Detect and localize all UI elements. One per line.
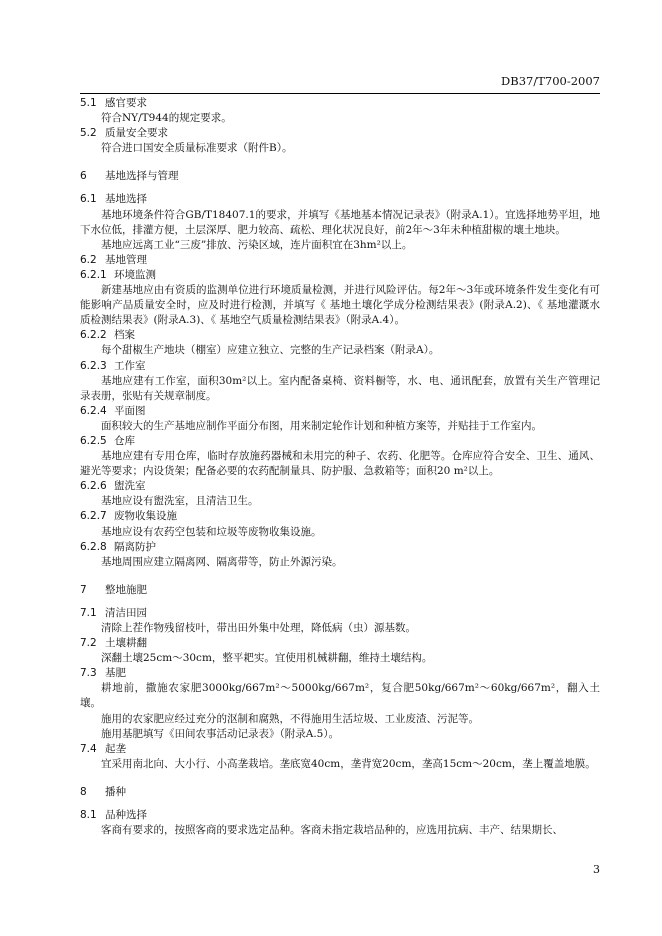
section-6-2-1-heading: 6.2.1 环境监测 (80, 268, 156, 281)
section-7-2-heading: 7.2 土壤耕翻 (80, 637, 147, 650)
section-6-2-3-text: 基地应建有工作室，面积30m²以上。室内配备桌椅、资料橱等，水、电、通讯配套，放置有关生产管理记录表册，张贴有关规章制度。 (80, 374, 600, 402)
section-6-1-text-2: 基地应远离工业“三废”排放、污染区域，连片面积宜在3hm²以上。 (101, 238, 413, 251)
section-6-2-6-heading: 6.2.6 盥洗室 (80, 480, 146, 493)
section-6-2-2-heading: 6.2.2 档案 (80, 329, 135, 342)
section-6-1-heading: 6.1 基地选择 (80, 193, 147, 206)
section-6-2-8-text: 基地周围应建立隔离网、隔离带等，防止外源污染。 (101, 555, 343, 568)
section-6-2-heading: 6.2 基地管理 (80, 253, 147, 266)
section-6-2-5-text: 基地应建有专用仓库，临时存放施药器械和未用完的种子、农药、化肥等。仓库应符合安全、卫生、通风、避光等要求；内设货架；配备必要的农药配制量具、防护服、急救箱等；面积20 m²以上。 (80, 450, 600, 478)
section-7-4-heading: 7.4 起垄 (80, 742, 126, 755)
section-6-2-7-text: 基地应设有农药空包装和垃圾等废物收集设施。 (101, 525, 322, 538)
header-rule (80, 93, 600, 94)
page-number: 3 (593, 863, 600, 876)
section-6-2-5-heading: 6.2.5 仓库 (80, 434, 135, 447)
section-7-1-text: 清除上茬作物残留枝叶，带出田外集中处理，降低病（虫）源基数。 (101, 622, 416, 634)
section-8-heading: 8 播种 (80, 785, 126, 798)
section-6-1-text-1: 基地环境条件符合GB/T18407.1的要求，并填写《基地基本情况记录表》（附录A.1）。宜选择地势平坦，地下水位低，排灌方便，土层深厚、肥力较高、疏松、理化状况良好，前2年～3年未种植甜椒的壤土地块。 (80, 208, 600, 236)
document-body (80, 96, 600, 838)
section-6-2-4-text: 面积较大的生产基地应制作平面分布图，用来制定轮作计划和种植方案等，并贴挂于工作室内。 (101, 419, 542, 432)
section-6-2-4-heading: 6.2.4 平面图 (80, 404, 146, 417)
section-7-3-text-1: 耕地前，撒施农家肥3000kg/667m²～5000kg/667m²，复合肥50kg/667m²～60kg/667m²，翻入土壤。 (80, 682, 600, 710)
section-7-heading: 7 整地施肥 (80, 583, 147, 596)
section-8-1-heading: 8.1 品种选择 (80, 809, 147, 822)
section-7-1-heading: 7.1 清洁田园 (80, 606, 147, 619)
section-6-2-8-heading: 6.2.8 隔离防护 (80, 540, 156, 553)
section-7-3-heading: 7.3 基肥 (80, 667, 126, 680)
section-5-1-text: 符合NY/T944的规定要求。 (101, 112, 232, 125)
section-6-2-6-text: 基地应设有盥洗室，且清洁卫生。 (101, 495, 259, 508)
section-6-heading: 6 基地选择与管理 (80, 170, 179, 183)
section-7-2-text: 深翻土壤25cm～30cm，整平耙实。宜使用机械耕翻，维持土壤结构。 (101, 652, 433, 665)
section-7-4-text: 宜采用南北向、大小行、小高垄栽培。垄底宽40cm，垄背宽20cm，垄高15cm～20cm，垄上覆盖地膜。 (101, 757, 596, 770)
section-6-2-2-text: 每个甜椒生产地块（棚室）应建立独立、完整的生产记录档案（附录A）。 (101, 344, 440, 357)
section-5-1-heading: 5.1 感官要求 (80, 97, 147, 109)
standard-code: DB37/T700-2007 (501, 74, 600, 88)
section-6-2-1-text: 新建基地应由有资质的监测单位进行环境质量检测，并进行风险评估。每2年～3年或环境条件发生变化有可能影响产品质量安全时，应及时进行检测，并填写《 基地土壤化学成分检测结果表》(附录A.2)、《 基地灌溉水质检测结果表》(附录A.3)、《 基地空气质量检测结果表》（附录A.4）。 (80, 284, 600, 327)
section-7-3-text-3: 施用基肥填写《田间农事活动记录表》（附录A.5）。 (101, 727, 340, 740)
section-7-3-text-2: 施用的农家肥应经过充分的沤制和腐熟，不得施用生活垃圾、工业废渣、污泥等。 (101, 712, 479, 725)
section-8-1-text: 客商有要求的，按照客商的要求选定品种。客商未指定栽培品种的，应选用抗病、丰产、结果期长、 (101, 824, 563, 837)
section-6-2-7-heading: 6.2.7 废物收集设施 (80, 510, 177, 523)
section-6-2-3-heading: 6.2.3 工作室 (80, 359, 146, 372)
section-5-2-text: 符合进口国安全质量标准要求（附件B）。 (101, 142, 293, 155)
section-5-2-heading: 5.2 质量安全要求 (80, 127, 168, 140)
